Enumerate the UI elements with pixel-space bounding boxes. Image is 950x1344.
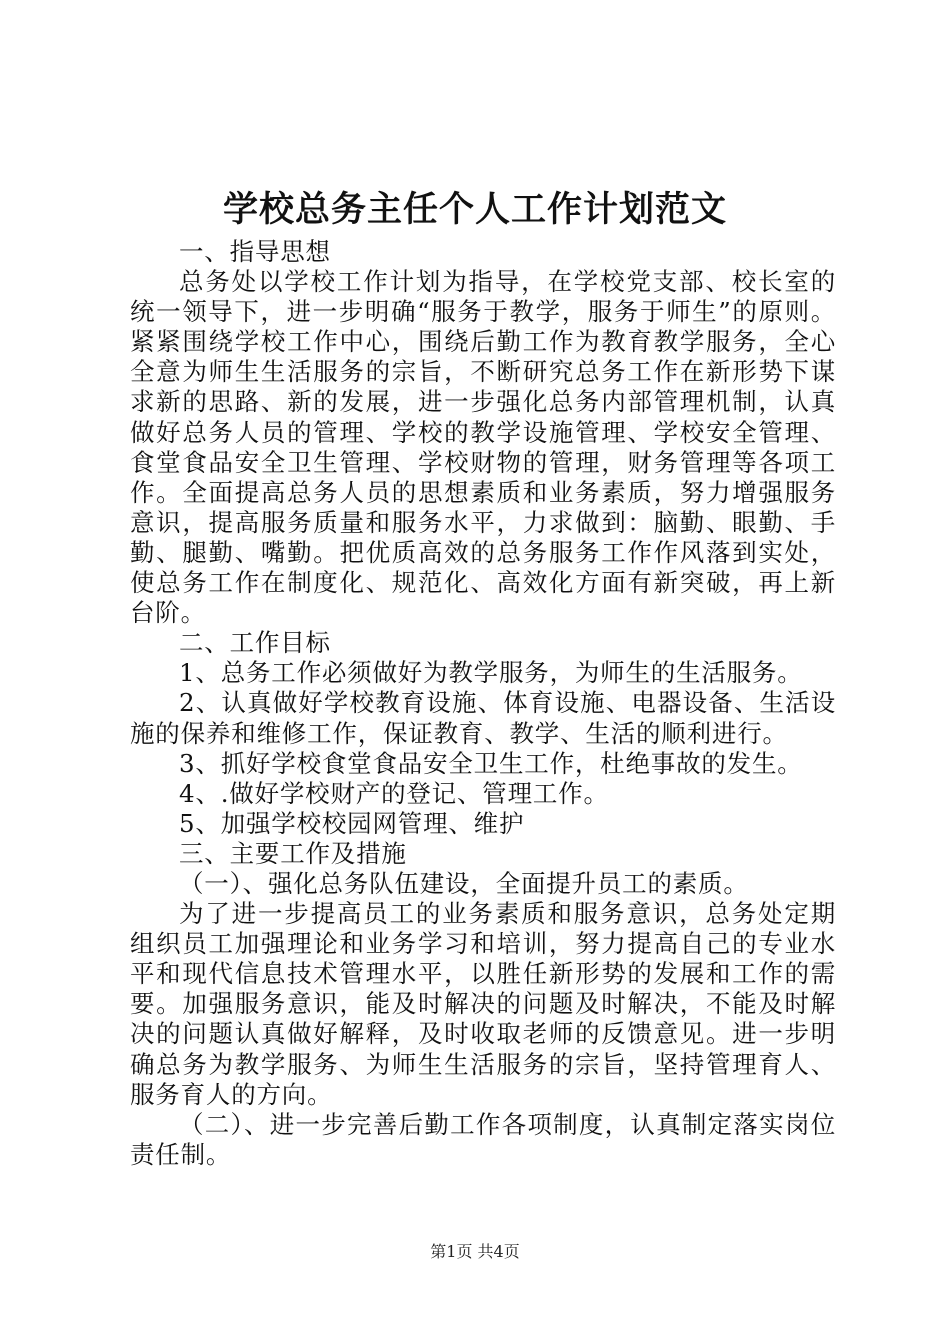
section-heading-work-goals: 二、工作目标: [179, 628, 331, 658]
goal-item-2: 2、认真做好学校教育设施、体育设施、电器设备、生活设施的保养和维修工作，保证教育、教学、生活的顺利进行。: [130, 688, 836, 748]
goal-item-1: 1、总务工作必须做好为教学服务，为师生的生活服务。: [179, 658, 803, 688]
document-body: [130, 237, 836, 1170]
paragraph-team-building: 为了进一步提高员工的业务素质和服务意识，总务处定期组织员工加强理论和业务学习和培训，努力提高自己的专业水平和现代信息技术管理水平，以胜任新形势的发展和工作的需要。加强服务意识，能及时解决的问题及时解决，不能及时解决的问题认真做好解释，及时收取老师的反馈意见。进一步明确总务为教学服务、为师生生活服务的宗旨，坚持管理育人、服务育人的方向。: [130, 899, 836, 1109]
goal-item-3: 3、抓好学校食堂食品安全卫生工作，杜绝事故的发生。: [179, 748, 803, 778]
section-heading-main-work: 三、主要工作及措施: [179, 838, 407, 868]
section-heading-guiding-ideology: 一、指导思想: [179, 237, 331, 266]
goal-item-5: 5、加强学校校园网管理、维护: [179, 808, 525, 838]
document-title: 学校总务主任个人工作计划范文: [222, 189, 727, 230]
page-footer: 第1页 共4页: [430, 1242, 520, 1261]
subsection-heading-2: （二）、进一步完善后勤工作各项制度，认真制定落实岗位责任制。: [130, 1109, 836, 1169]
subsection-heading-1: （一）、强化总务队伍建设，全面提升员工的素质。: [179, 868, 749, 898]
goal-item-4: 4、.做好学校财产的登记、管理工作。: [179, 778, 609, 808]
paragraph-guiding-ideology: 总务处以学校工作计划为指导，在学校党支部、校长室的统一领导下，进一步明确“服务于教学，服务于师生”的原则。紧紧围绕学校工作中心，围绕后勤工作为教育教学服务，全心全意为师生生活服务的宗旨，不断研究总务工作在新形势下谋求新的思路、新的发展，进一步强化总务内部管理机制，认真做好总务人员的管理、学校的教学设施管理、学校安全管理、食堂食品安全卫生管理、学校财物的管理，财务管理等各项工作。全面提高总务人员的思想素质和业务素质，努力增强服务意识，提高服务质量和服务水平，力求做到：脑勤、眼勤、手勤、腿勤、嘴勤。把优质高效的总务服务工作作风落到实处，使总务工作在制度化、规范化、高效化方面有新突破，再上新台阶。: [130, 267, 836, 628]
